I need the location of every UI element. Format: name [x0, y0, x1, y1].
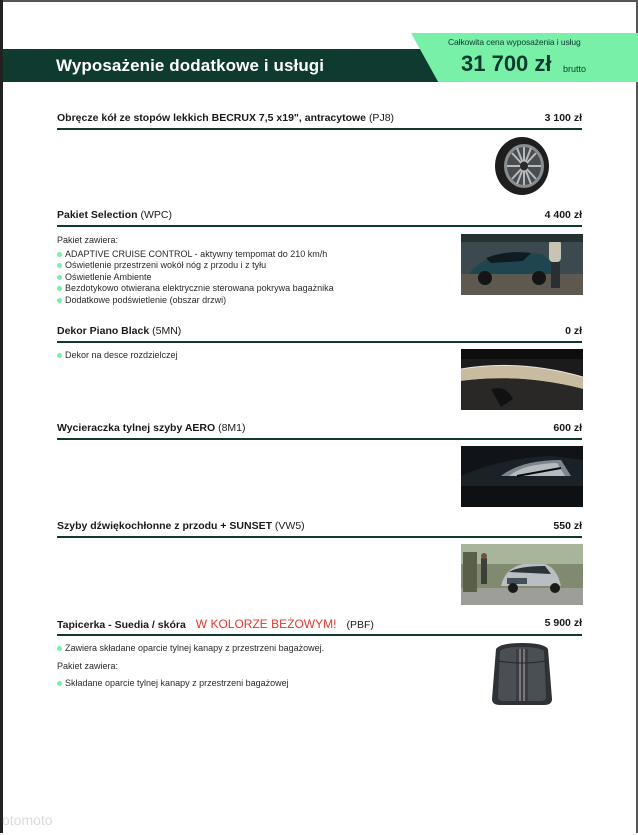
item-code: (WPC) — [140, 209, 172, 221]
list-item: ADAPTIVE CRUISE CONTROL - aktywny tempomat do 210 km/h — [57, 249, 452, 261]
list-item: Oświetlenie przestrzeni wokół nóg z przodu i z tyłu — [57, 260, 452, 272]
item-row-acoustic-glass — [57, 520, 582, 532]
color-note: W KOLORZE BEŻOWYM! — [195, 617, 337, 631]
list-item: Oświetlenie Ambiente — [57, 272, 452, 284]
item-name: Pakiet Selection — [57, 209, 138, 221]
item-divider — [57, 634, 582, 636]
list-item: Dodatkowe podświetlenie (obszar drzwi) — [57, 295, 452, 307]
item-code: (8M1) — [218, 422, 246, 434]
rear-wiper-image — [461, 446, 583, 507]
item-divider — [57, 341, 582, 343]
total-price-value: 31 700 zł — [461, 51, 552, 76]
package-intro: Pakiet zawiera: — [57, 660, 119, 671]
list-item: Składane oparcie tylnej kanapy z przestrzeni bagażowej — [57, 678, 452, 690]
otomoto-watermark — [2, 812, 114, 835]
list-item: Bezdotykowo otwierana elektrycznie sterowana pokrywa bagażnika — [57, 283, 452, 295]
total-price-caption: Całkowita cena wyposażenia i usług — [448, 37, 581, 47]
page-title: Wyposażenie dodatkowe i usługi — [56, 56, 325, 75]
item-row-rear-wiper — [57, 422, 582, 434]
item-price: 4 400 zł — [544, 209, 582, 221]
dashboard-decor-image — [461, 349, 583, 410]
item-code: (PBF) — [346, 619, 374, 631]
item-name: Szyby dźwiękochłonne z przodu + SUNSET — [57, 520, 272, 532]
package-intro: Pakiet zawiera: — [57, 235, 119, 245]
bullet-icon — [57, 353, 62, 358]
item-price: 5 900 zł — [544, 617, 582, 629]
bullet-icon — [57, 263, 62, 268]
item-row-wheels — [57, 112, 582, 124]
item-price: 3 100 zł — [544, 112, 582, 124]
car-trunk-image — [461, 234, 583, 295]
list-item: Zawiera składane oparcie tylnej kanapy z przestrzeni bagażowej. — [57, 643, 452, 655]
list-item: Dekor na desce rozdzielczej — [57, 350, 452, 362]
seat-upholstery-image — [486, 641, 558, 707]
page-border-left — [0, 0, 3, 833]
item-description — [57, 235, 452, 306]
bullet-icon — [57, 681, 62, 686]
item-divider — [57, 438, 582, 440]
item-price: 600 zł — [553, 422, 582, 434]
item-divider — [57, 128, 582, 130]
bullet-icon — [57, 252, 62, 257]
bullet-icon — [57, 646, 62, 651]
page-border-top — [0, 0, 638, 2]
car-front-image — [461, 544, 583, 605]
item-row-selection — [57, 209, 582, 221]
item-code: (VW5) — [274, 520, 305, 532]
item-name: Tapicerka - Suedia / skóra — [57, 619, 186, 631]
item-row-upholstery — [57, 617, 582, 631]
item-divider — [57, 536, 582, 538]
item-description — [57, 643, 452, 690]
item-divider — [57, 225, 582, 227]
item-name: Dekor Piano Black — [57, 325, 150, 337]
svg-text:otomoto: otomoto — [2, 812, 53, 828]
bullet-icon — [57, 298, 62, 303]
alloy-wheel-image — [493, 136, 551, 196]
item-description — [57, 350, 452, 362]
bullet-icon — [57, 286, 62, 291]
item-code: (5MN) — [152, 325, 182, 337]
item-price: 0 zł — [565, 325, 582, 337]
item-name: Wycieraczka tylnej szyby AERO — [57, 422, 216, 434]
item-name: Obręcze kół ze stopów lekkich BECRUX 7,5 x19", antracytowe — [57, 112, 367, 124]
item-code: (PJ8) — [368, 112, 395, 124]
item-row-piano-black — [57, 325, 582, 337]
item-price: 550 zł — [553, 520, 582, 532]
total-price-suffix: brutto — [563, 64, 587, 74]
bullet-icon — [57, 275, 62, 280]
